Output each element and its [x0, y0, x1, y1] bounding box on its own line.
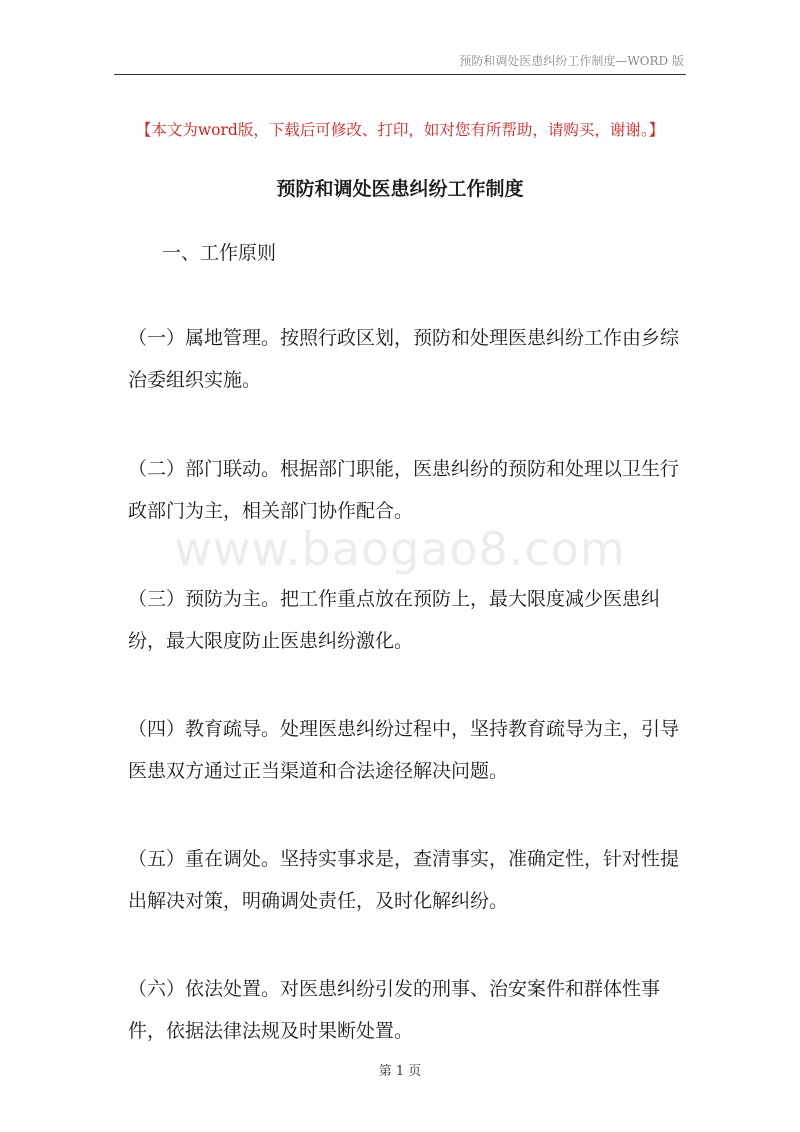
purchase-notice: 【本文为word版，下载后可修改、打印，如对您有所帮助，请购买，谢谢。】	[135, 121, 665, 139]
watermark: www.baogao8.com	[174, 522, 626, 576]
paragraph-2: （二）部门联动。根据部门职能，医患纠纷的预防和处理以卫生行政部门为主，相关部门协作配合。	[128, 458, 680, 522]
document-title: 预防和调处医患纠纷工作制度	[276, 178, 524, 200]
paragraph-6: （六）依法处置。对医患纠纷引发的刑事、治安案件和群体性事件，依据法律法规及时果断处置。	[128, 978, 661, 1042]
paragraph-1: （一）属地管理。按照行政区划，预防和处理医患纠纷工作由乡综治委组织实施。	[128, 327, 680, 391]
paragraph-4: （四）教育疏导。处理医患纠纷过程中，坚持教育疏导为主，引导医患双方通过正当渠道和合法途径解决问题。	[128, 718, 680, 782]
section-heading: 一、工作原则	[162, 242, 277, 264]
running-header: 预防和调处医患纠纷工作制度—WORD 版	[459, 54, 684, 68]
paragraph-5: （五）重在调处。坚持实事求是，查清事实，准确定性，针对性提出解决对策，明确调处责任，及时化解纠纷。	[128, 848, 680, 912]
header-divider	[114, 74, 686, 75]
page-number: 第 1 页	[378, 1064, 422, 1079]
paragraph-3: （三）预防为主。把工作重点放在预防上，最大限度减少医患纠纷，最大限度防止医患纠纷激化。	[128, 588, 661, 652]
